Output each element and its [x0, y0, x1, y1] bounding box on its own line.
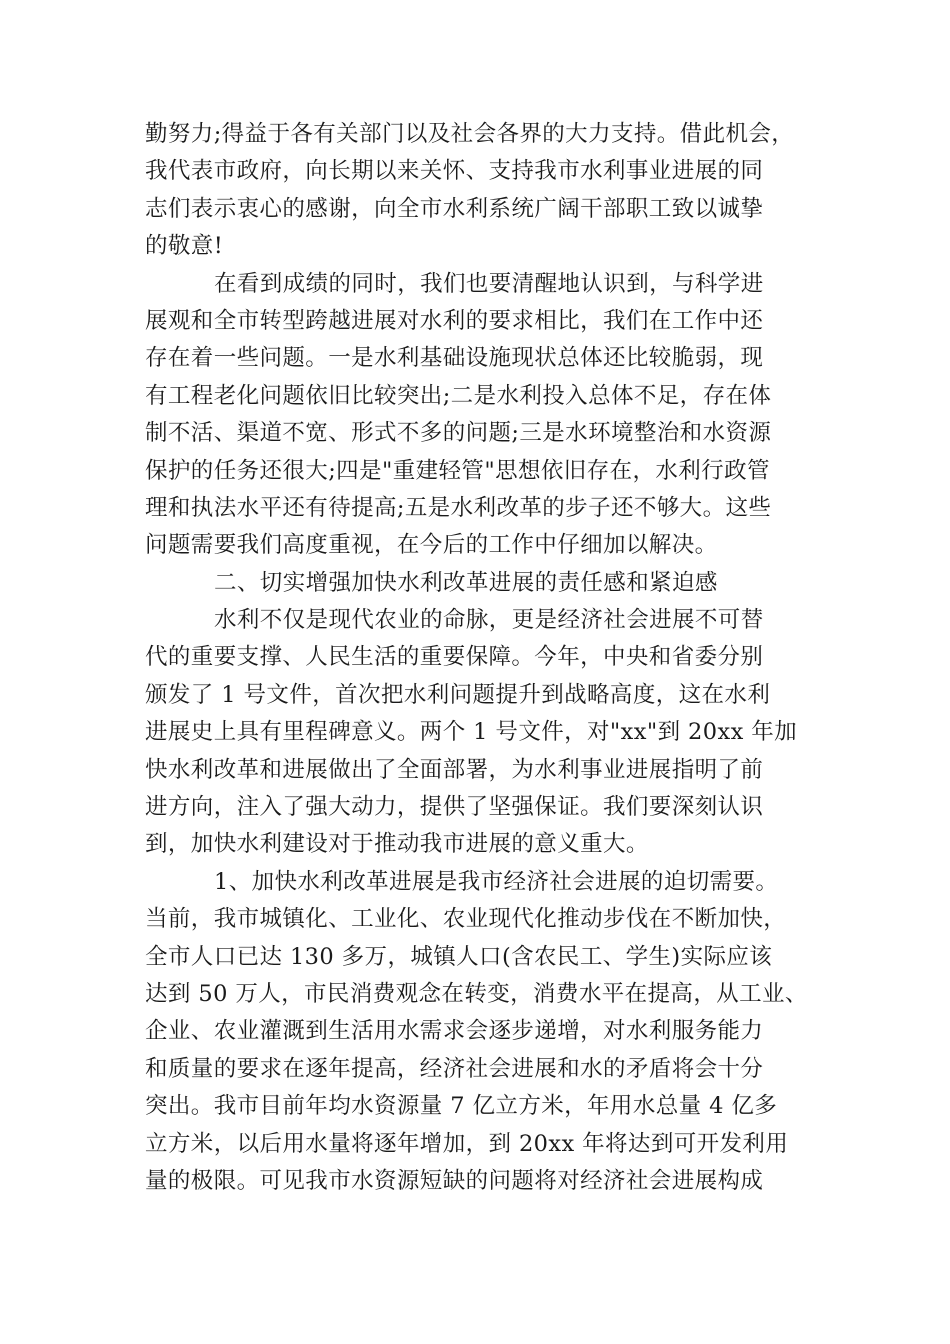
text-line: 到，加快水利建设对于推动我市进展的意义重大。 — [145, 831, 649, 858]
text-line: 二、切实增强加快水利改革进展的责任感和紧迫感 — [214, 569, 718, 596]
text-line: 的敬意! — [145, 233, 224, 260]
text-line: 有工程老化问题依旧比较突出;二是水利投入总体不足，存在体 — [145, 382, 772, 409]
text-line: 进方向，注入了强大动力，提供了坚强保证。我们要深刻认识 — [145, 794, 764, 821]
text-line: 制不活、渠道不宽、形式不多的问题;三是水环境整治和水资源 — [145, 420, 772, 447]
text-line: 展观和全市转型跨越进展对水利的要求相比，我们在工作中还 — [145, 307, 764, 334]
text-line: 理和执法水平还有待提高;五是水利改革的步子还不够大。这些 — [145, 494, 772, 521]
text-line: 在看到成绩的同时，我们也要清醒地认识到，与科学进 — [214, 270, 764, 297]
text-line: 保护的任务还很大;四是"重建轻管"思想依旧存在，水利行政管 — [145, 457, 770, 484]
text-line: 当前，我市城镇化、工业化、农业现代化推动步伐在不断加快， — [145, 906, 787, 933]
text-line: 进展史上具有里程碑意义。两个 1 号文件，对"xx"到 20xx 年加 — [145, 719, 798, 746]
text-line: 快水利改革和进展做出了全面部署，为水利事业进展指明了前 — [145, 756, 764, 783]
document-body-text — [145, 116, 825, 1200]
text-line: 量的极限。可见我市水资源短缺的问题将对经济社会进展构成 — [145, 1167, 764, 1194]
text-line: 勤努力;得益于各有关部门以及社会各界的大力支持。借此机会， — [145, 121, 795, 147]
text-line: 全市人口已达 130 多万，城镇人口(含农民工、学生)实际应该 — [145, 943, 773, 970]
text-line: 代的重要支撑、人民生活的重要保障。今年，中央和省委分别 — [145, 644, 764, 671]
text-line: 立方米，以后用水量将逐年增加，到 20xx 年将达到可开发利用 — [145, 1130, 789, 1157]
text-line: 志们表示衷心的感谢，向全市水利系统广阔干部职工致以诚挚 — [145, 195, 764, 222]
text-line: 存在着一些问题。一是水利基础设施现状总体还比较脆弱，现 — [145, 345, 764, 372]
text-line: 颁发了 1 号文件，首次把水利问题提升到战略高度，这在水利 — [145, 681, 771, 708]
text-line: 水利不仅是现代农业的命脉，更是经济社会进展不可替 — [214, 607, 764, 634]
text-line: 我代表市政府，向长期以来关怀、支持我市水利事业进展的同 — [145, 158, 764, 185]
text-line: 问题需要我们高度重视，在今后的工作中仔细加以解决。 — [145, 532, 718, 559]
text-line: 突出。我市目前年均水资源量 7 亿立方米，年用水总量 4 亿多 — [145, 1093, 778, 1120]
text-line: 达到 50 万人，市民消费观念在转变，消费水平在提高，从工业、 — [145, 980, 808, 1007]
text-line: 和质量的要求在逐年提高，经济社会进展和水的矛盾将会十分 — [145, 1055, 764, 1082]
text-line: 1、加快水利改革进展是我市经济社会进展的迫切需要。 — [214, 868, 779, 895]
text-line: 企业、农业灌溉到生活用水需求会逐步递增，对水利服务能力 — [145, 1018, 764, 1045]
